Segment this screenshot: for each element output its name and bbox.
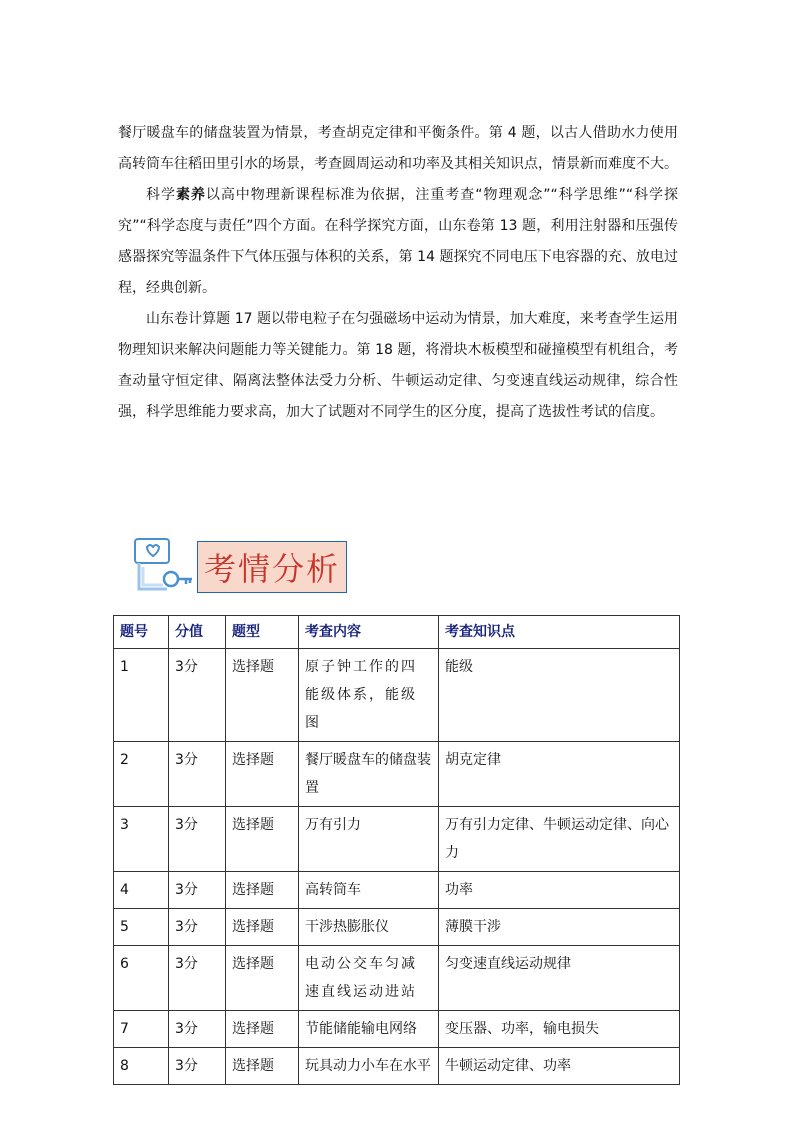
table-row — [114, 649, 680, 742]
cell-knowledge-points: 薄膜干涉 — [439, 909, 680, 946]
table-row — [114, 742, 680, 807]
cell-score: 3分 — [169, 1048, 226, 1085]
cell-type: 选择题 — [226, 872, 299, 909]
exam-analysis-table — [113, 615, 680, 1085]
cell-knowledge-points: 牛顿运动定律、功率 — [439, 1048, 680, 1085]
cell-score: 3分 — [169, 946, 226, 1011]
cell-content: 餐厅暖盘车的储盘装置 — [299, 742, 439, 807]
cell-number: 8 — [114, 1048, 169, 1085]
cell-number: 3 — [114, 807, 169, 872]
cell-number: 1 — [114, 649, 169, 742]
table-row — [114, 872, 680, 909]
paragraph-2-pre: 科学 — [146, 187, 176, 203]
cell-score: 3分 — [169, 742, 226, 807]
cell-score: 3分 — [169, 1011, 226, 1048]
heart-key-icon — [133, 533, 197, 597]
cell-content: 原子钟工作的四能级体系，能级图 — [299, 649, 439, 742]
cell-content: 干涉热膨胀仪 — [299, 909, 439, 946]
paragraph-2 — [118, 180, 678, 304]
cell-content: 万有引力 — [299, 807, 439, 872]
table-row — [114, 1048, 680, 1085]
cell-knowledge-points: 万有引力定律、牛顿运动定律、向心力 — [439, 807, 680, 872]
cell-content: 节能储能输电网络 — [299, 1011, 439, 1048]
cell-knowledge-points: 功率 — [439, 872, 680, 909]
table-row — [114, 909, 680, 946]
cell-type: 选择题 — [226, 649, 299, 742]
cell-knowledge-points: 匀变速直线运动规律 — [439, 946, 680, 1011]
section-header — [133, 533, 353, 599]
header-content: 考查内容 — [299, 616, 439, 649]
cell-type: 选择题 — [226, 946, 299, 1011]
paragraph-2-post: 以高中物理新课程标准为依据，注重考查“物理观念”“科学思维”“科学探究”“科学态度与责任”四个方面。在科学探究方面，山东卷第 13 题，利用注射器和压强传感器探究等温条件下气体压强与体积的关系，第 14 题探究不同电压下电容器的充、放电过程，经典创新。 — [118, 187, 679, 296]
cell-score: 3分 — [169, 807, 226, 872]
cell-number: 6 — [114, 946, 169, 1011]
header-type: 题型 — [226, 616, 299, 649]
cell-knowledge-points: 变压器、功率，输电损失 — [439, 1011, 680, 1048]
cell-type: 选择题 — [226, 1011, 299, 1048]
analysis-text — [118, 118, 678, 428]
table-header-row — [114, 616, 680, 649]
cell-knowledge-points: 能级 — [439, 649, 680, 742]
header-knowledge-points: 考查知识点 — [439, 616, 680, 649]
header-number: 题号 — [114, 616, 169, 649]
cell-type: 选择题 — [226, 742, 299, 807]
cell-score: 3分 — [169, 872, 226, 909]
paragraph-1: 餐厅暖盘车的储盘装置为情景，考查胡克定律和平衡条件。第 4 题，以古人借助水力使用高转筒车往稻田里引水的场景，考查圆周运动和功率及其相关知识点，情景新而难度不大。 — [118, 125, 678, 172]
table-row — [114, 807, 680, 872]
cell-score: 3分 — [169, 649, 226, 742]
cell-score: 3分 — [169, 909, 226, 946]
cell-knowledge-points: 胡克定律 — [439, 742, 680, 807]
section-title: 考情分析 — [203, 550, 340, 588]
header-score: 分值 — [169, 616, 226, 649]
cell-type: 选择题 — [226, 807, 299, 872]
cell-type: 选择题 — [226, 1048, 299, 1085]
cell-number: 4 — [114, 872, 169, 909]
cell-number: 2 — [114, 742, 169, 807]
table-row — [114, 946, 680, 1011]
section-title-box — [197, 541, 347, 593]
cell-content: 高转筒车 — [299, 872, 439, 909]
cell-type: 选择题 — [226, 909, 299, 946]
paragraph-2-bold: 素养 — [175, 187, 206, 203]
table-row — [114, 1011, 680, 1048]
paragraph-3: 山东卷计算题 17 题以带电粒子在匀强磁场中运动为情景，加大难度，来考查学生运用物理知识来解决问题能力等关键能力。第 18 题，将滑块木板模型和碰撞模型有机组合，考查动量守恒定律、隔离法整体法受力分析、牛顿运动定律、匀变速直线运动规律，综合性强，科学思维能力要求高，加大了试题对不同学生的区分度，提高了选拔性考试的信度。 — [118, 311, 678, 420]
cell-content: 玩具动力小车在水平 — [299, 1048, 439, 1085]
cell-content: 电动公交车匀减速直线运动进站 — [299, 946, 439, 1011]
cell-number: 5 — [114, 909, 169, 946]
cell-number: 7 — [114, 1011, 169, 1048]
